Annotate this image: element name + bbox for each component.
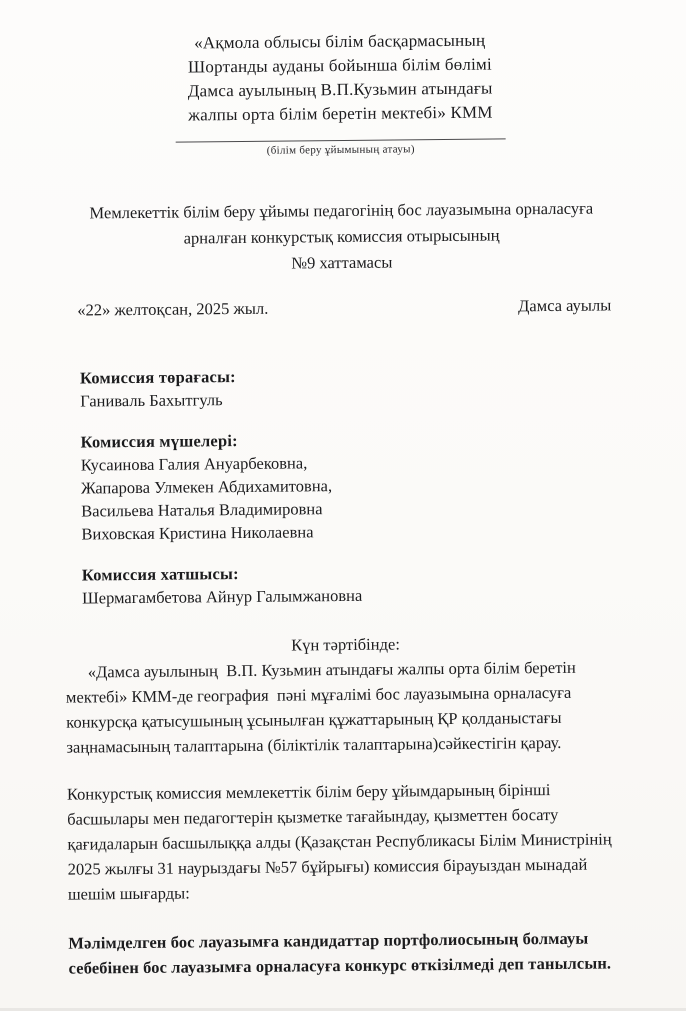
org-name-caption: (білім беру ұйымының атауы): [266, 143, 415, 157]
members-label: Комиссия мүшелері:: [80, 431, 238, 452]
agenda-paragraph: «Дамса ауылының В.П. Кузьмин атындағы жалпы орта білім беретін мектебі» КММ-де география пәні мұғалімі бос лауазымына орналасуға конкурсқа қатысушының ұсынылған құжаттарының ҚР қолданыстағы заңнамасының талаптарына (біліктілік талаптарына)сәйкестігін қарау.: [65, 657, 580, 757]
decision-paragraph: Конкурстық комиссия мемлекеттік білім беру ұйымдарының бірінші басшылары мен педагогтерін қызметке тағайындау, қызметтен босату қағидаларын басшылыққа алды (Қазақстан Республикасы Білім Министрінің 2025 жылғы 31 наурыздағы №57 бұйрығы) комиссия бірауыздан мынадай шешім шығарды:: [66, 779, 616, 904]
chairman-label: Комиссия төрағасы:: [79, 367, 236, 388]
commission-section: [80, 361, 686, 610]
date-place-row: [77, 295, 611, 320]
secretary-name: Шермагамбетова Айнур Галымжановна: [81, 585, 363, 608]
title-line: Мемлекеттік білім беру ұйымы педагогінің бос лауазымына орналасуға: [89, 198, 594, 223]
document-title: [0, 195, 685, 280]
agenda-heading: Күн тәртібінде:: [291, 634, 400, 655]
member-name: Виховская Кристина Николаевна: [81, 522, 314, 544]
org-header-line: жалпы орта білім беретін мектебі» КММ: [188, 102, 493, 125]
org-header-line: Дамса ауылының В.П.Кузьмин атындағы: [187, 78, 493, 101]
organization-header: [0, 27, 684, 130]
document-date: «22» желтоқсан, 2025 жыл.: [77, 298, 269, 320]
org-header-line: «Ақмола облысы білім басқармасының: [194, 30, 486, 53]
chairman-name: Ганиваль Бахытгуль: [80, 390, 223, 411]
title-line: арналған конкурстық комиссия отырысының: [183, 225, 500, 248]
document-place: Дамса ауылы: [518, 295, 612, 316]
member-name: Кусаинова Галия Ануарбековна,: [80, 453, 308, 475]
resolution-paragraph: Мәлімделген бос лауазымға кандидаттар портфолиосының болмауы себебінен бос лауазымға орналасуға конкурс өткізілмеді деп танылсын.: [68, 928, 612, 978]
title-line: №9 хаттамасы: [291, 252, 393, 273]
org-name-underline: [176, 138, 506, 157]
org-header-line: Шортанды ауданы бойынша білім бөлімі: [187, 54, 492, 77]
member-name: Жапарова Улмекен Абдихамитовна,: [80, 476, 333, 498]
secretary-label: Комиссия хатшысы:: [81, 564, 239, 585]
member-name: Васильева Наталья Владимировна: [81, 499, 323, 521]
